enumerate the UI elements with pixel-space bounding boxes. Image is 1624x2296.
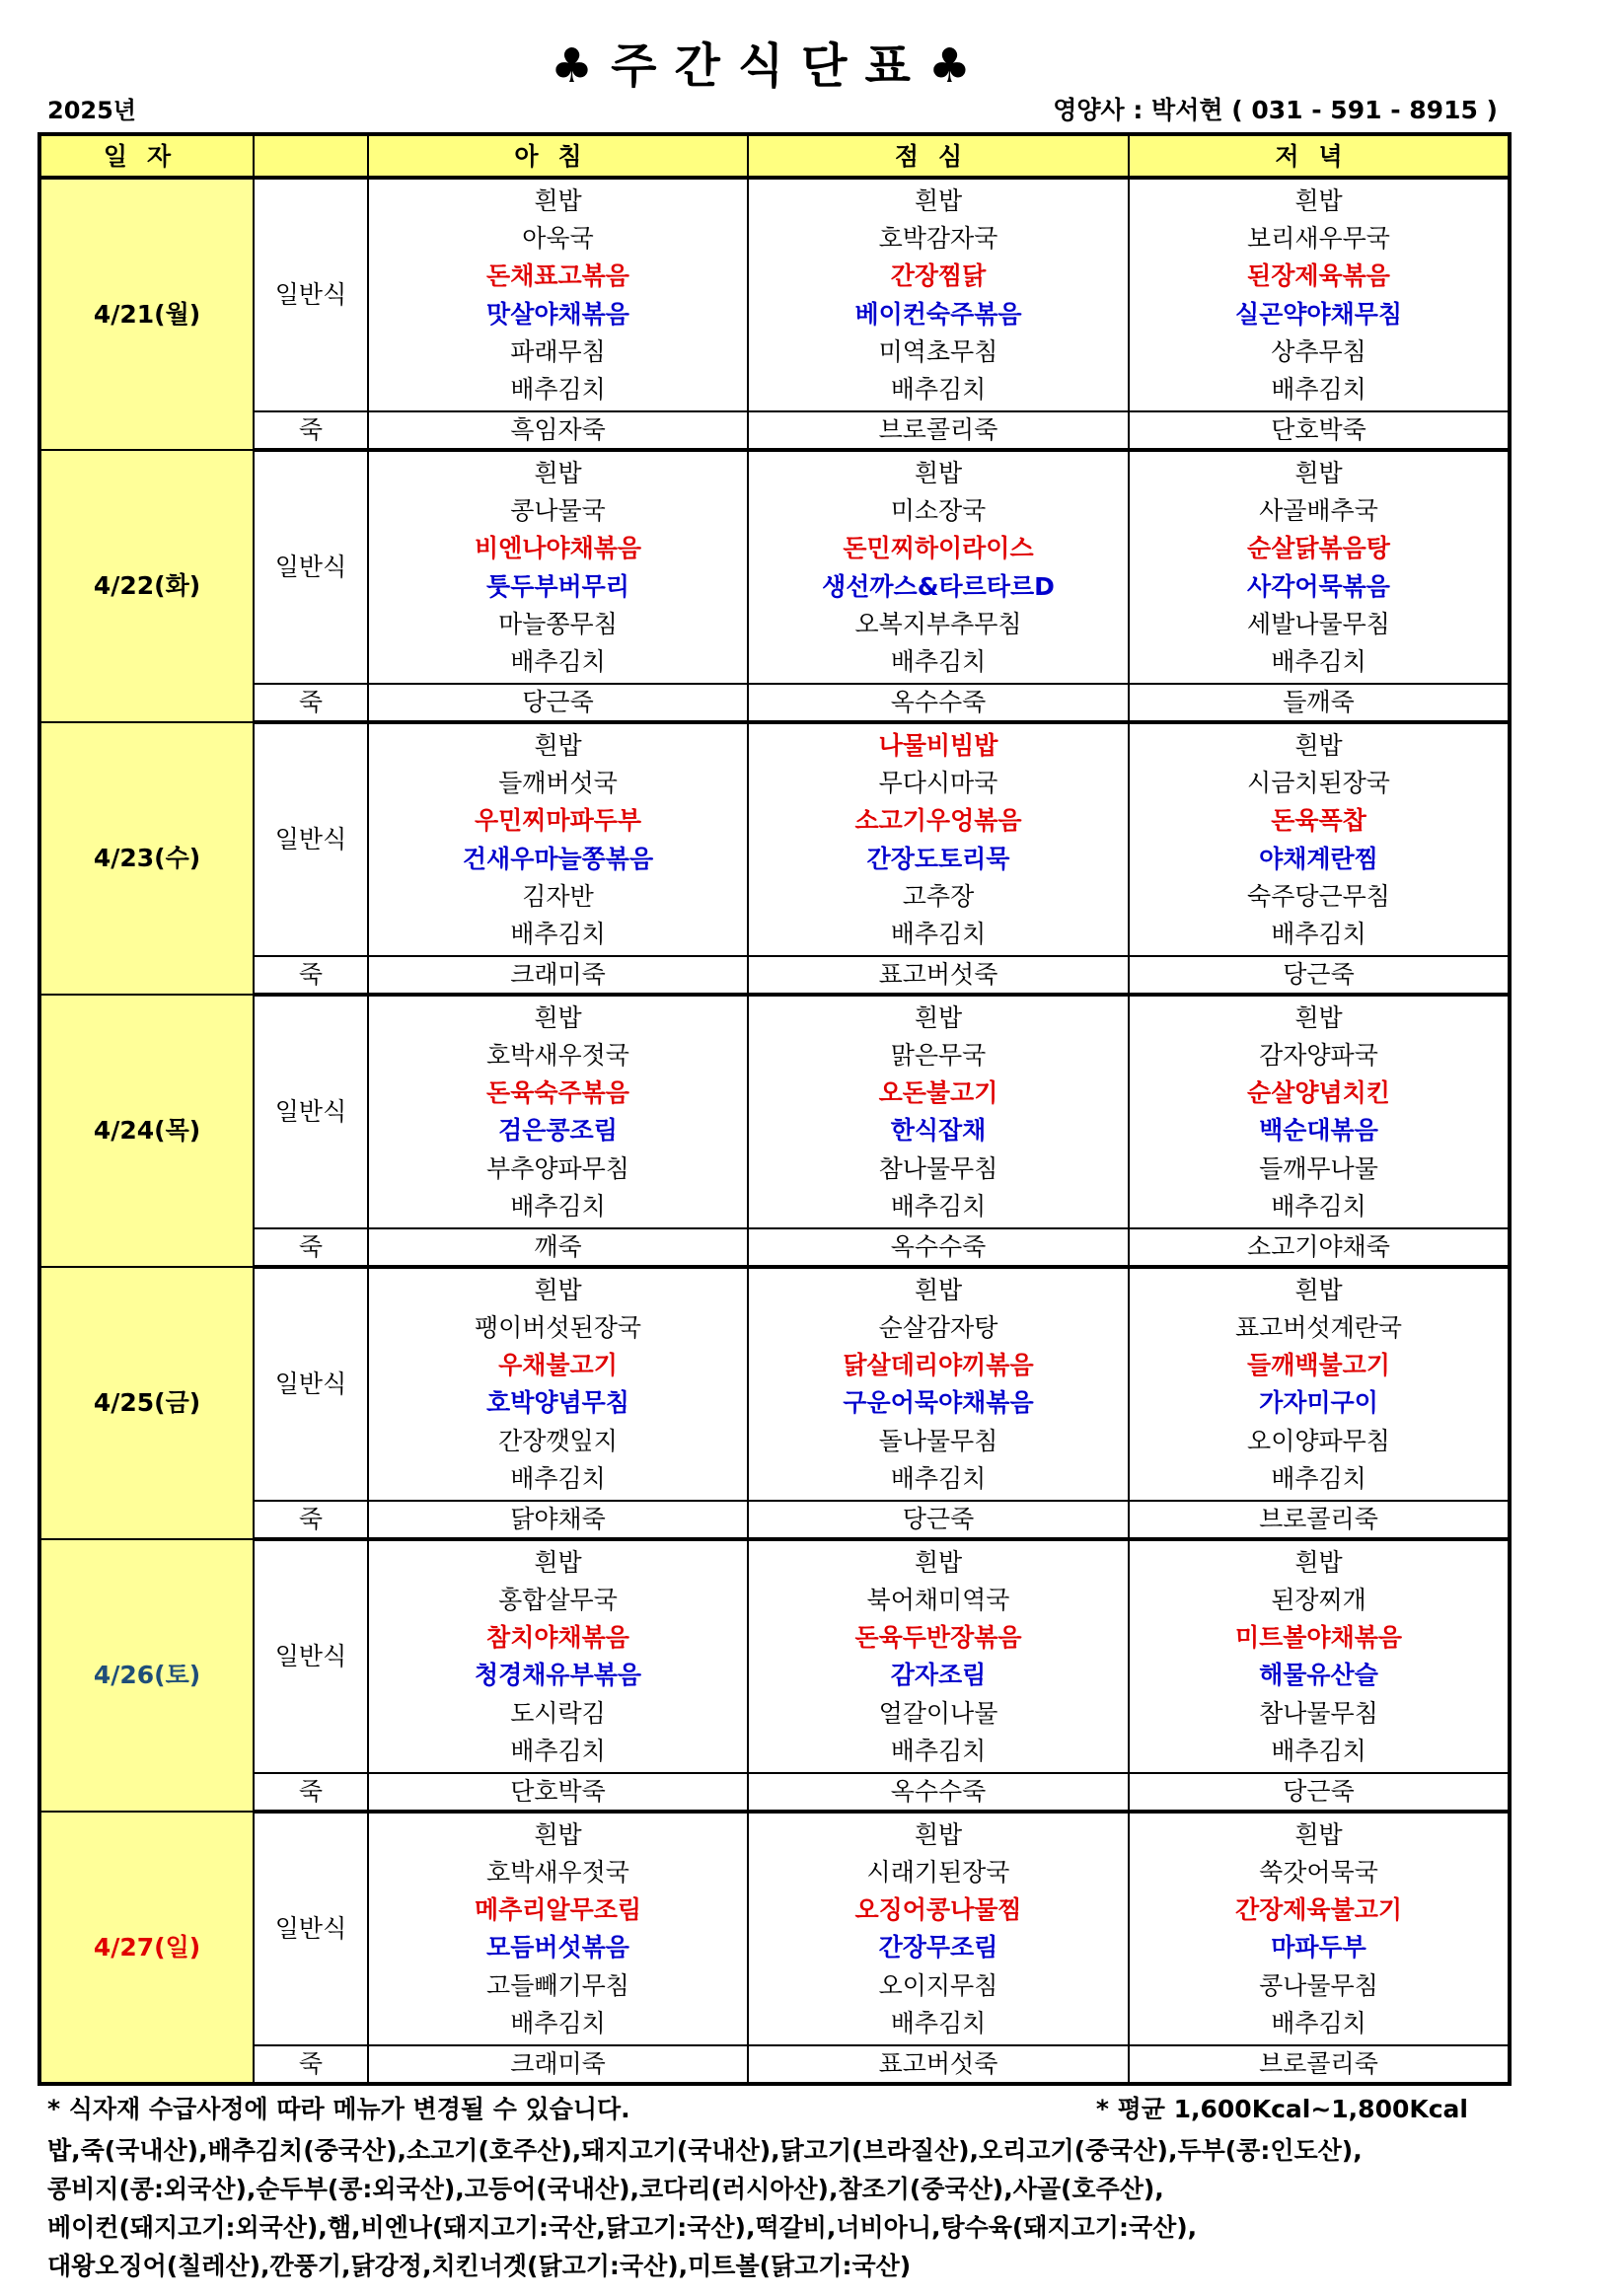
date-cell: 4/26(토) [39, 1539, 254, 1812]
dinner-cell [1129, 1267, 1510, 1501]
weekly-menu-table [37, 132, 1512, 2086]
dinner-cell [1129, 1812, 1510, 2045]
menu-item: 가자미구이 [1259, 1388, 1378, 1418]
menu-item: 오이지무침 [878, 1970, 998, 2000]
menu-item: 간장도토리묵 [866, 844, 1010, 873]
footer [47, 2090, 1547, 2285]
menu-item: 미트볼야채볶음 [1234, 1623, 1403, 1653]
origin-line: 대왕오징어(칠레산),깐풍기,닭강정,치킨너겟(닭고기:국산),미트볼(닭고기:국산) [47, 2252, 912, 2280]
lunch-cell [748, 995, 1129, 1228]
date-cell: 4/21(월) [39, 178, 254, 450]
menu-item: 배추김치 [510, 2009, 606, 2038]
lunch-juk-cell: 표고버섯죽 [748, 2045, 1129, 2084]
lunch-juk-cell: 옥수수죽 [748, 1773, 1129, 1812]
menu-item: 배추김치 [890, 375, 987, 405]
origin-line: 밥,죽(국내산),배추김치(중국산),소고기(호주산),돼지고기(국내산),닭고기(브라질산),오리고기(중국산),두부(콩:인도산), [47, 2136, 1363, 2165]
menu-item: 도시락김 [510, 1698, 606, 1728]
dinner-juk-cell: 브로콜리죽 [1129, 2045, 1510, 2084]
menu-item: 검은콩조림 [498, 1116, 618, 1146]
menu-item: 배추김치 [890, 2009, 987, 2038]
menu-item: 배추김치 [1271, 1464, 1366, 1494]
menu-item: 청경채유부볶음 [474, 1661, 642, 1690]
menu-item: 간장찜닭 [890, 261, 987, 291]
menu-item: 배추김치 [510, 647, 606, 677]
menu-item: 홍합살무국 [498, 1585, 618, 1614]
menu-item: 미역초무침 [878, 336, 998, 366]
juk-row [39, 411, 1510, 450]
menu-item: 순살감자탕 [878, 1312, 998, 1342]
menu-item: 배추김치 [890, 1737, 987, 1766]
menu-item: 시래기된장국 [866, 1857, 1010, 1887]
meal-type-cell: 일반식 [254, 178, 368, 411]
menu-item: 팽이버섯된장국 [474, 1312, 642, 1342]
menu-item: 고추장 [902, 881, 975, 911]
menu-item: 배추김치 [1271, 2009, 1366, 2038]
table-header-row [39, 134, 1510, 178]
meal-type-cell: 일반식 [254, 1812, 368, 2045]
menu-item: 들깨백불고기 [1247, 1351, 1390, 1380]
menu-item: 오복지부추무침 [854, 609, 1022, 638]
menu-item: 흰밥 [534, 458, 582, 487]
menu-item: 호박감자국 [878, 223, 998, 253]
menu-item: 얼갈이나물 [878, 1698, 998, 1728]
col-header-date: 일자 [39, 134, 254, 178]
dinner-juk-cell: 당근죽 [1129, 956, 1510, 995]
breakfast-cell [368, 178, 748, 411]
menu-item: 메추리알무조림 [474, 1895, 642, 1925]
dinner-juk-cell: 단호박죽 [1129, 411, 1510, 450]
meal-type-cell: 일반식 [254, 1539, 368, 1773]
menu-item: 마늘쫑무침 [498, 609, 618, 638]
menu-item: 시금치된장국 [1247, 768, 1390, 797]
col-header-dinner: 저녁 [1129, 134, 1510, 178]
origin-line: 베이컨(돼지고기:외국산),햄,비엔나(돼지고기:국산,닭고기:국산),떡갈비,너비아니,탕수육(돼지고기:국산), [47, 2213, 1198, 2242]
menu-item: 감자양파국 [1259, 1040, 1378, 1070]
menu-item: 배추김치 [1271, 920, 1366, 949]
menu-item: 맑은무국 [890, 1040, 987, 1070]
menu-item: 나물비빔밥 [878, 730, 998, 760]
menu-item: 부추양파무침 [486, 1153, 629, 1183]
menu-item: 흰밥 [534, 730, 582, 760]
menu-item: 간장제육불고기 [1234, 1895, 1403, 1925]
breakfast-cell [368, 722, 748, 956]
menu-item: 사각어묵볶음 [1247, 571, 1390, 601]
menu-item: 흰밥 [534, 1002, 582, 1032]
lunch-cell [748, 450, 1129, 684]
menu-item: 돌나물무침 [878, 1426, 998, 1455]
menu-item: 돈채표고볶음 [486, 261, 629, 291]
dinner-juk-cell: 소고기야채죽 [1129, 1228, 1510, 1267]
menu-item: 흰밥 [534, 1547, 582, 1577]
breakfast-juk-cell: 깨죽 [368, 1228, 748, 1267]
menu-item: 콩나물국 [510, 495, 606, 525]
menu-item: 간장깻잎지 [498, 1426, 618, 1455]
day-row [39, 1539, 1510, 1773]
menu-item: 보리새우무국 [1247, 223, 1390, 253]
menu-item: 배추김치 [510, 1192, 606, 1222]
menu-item: 백순대볶음 [1259, 1116, 1378, 1146]
menu-item: 배추김치 [510, 1737, 606, 1766]
breakfast-juk-cell: 당근죽 [368, 684, 748, 722]
menu-item: 툿두부버무리 [486, 571, 629, 601]
col-header-lunch: 점심 [748, 134, 1129, 178]
menu-item: 배추김치 [890, 920, 987, 949]
meal-type-cell: 일반식 [254, 722, 368, 956]
dinner-cell [1129, 995, 1510, 1228]
menu-item: 북어채미역국 [866, 1585, 1010, 1614]
lunch-cell [748, 178, 1129, 411]
menu-item: 호박새우젓국 [486, 1857, 629, 1887]
menu-item: 흰밥 [534, 185, 582, 215]
menu-item: 모듬버섯볶음 [486, 1933, 629, 1963]
page-title: ♣주간식단표♣ [551, 38, 989, 94]
menu-item: 구운어묵야채볶음 [843, 1388, 1034, 1418]
menu-item: 비엔나야채볶음 [474, 534, 642, 563]
menu-item: 돈민찌하이라이스 [843, 534, 1034, 563]
dinner-juk-cell: 브로콜리죽 [1129, 1501, 1510, 1539]
menu-item: 흰밥 [1294, 185, 1343, 215]
menu-item: 해물유산슬 [1259, 1661, 1378, 1690]
menu-item: 호박새우젓국 [486, 1040, 629, 1070]
menu-item: 세발나물무침 [1247, 609, 1390, 638]
menu-item: 배추김치 [890, 647, 987, 677]
menu-body [39, 178, 1510, 2084]
lunch-juk-cell: 옥수수죽 [748, 1228, 1129, 1267]
day-row [39, 450, 1510, 684]
menu-item: 배추김치 [510, 1464, 606, 1494]
lunch-juk-cell: 당근죽 [748, 1501, 1129, 1539]
menu-item: 미소장국 [890, 495, 987, 525]
menu-item: 배추김치 [1271, 647, 1366, 677]
menu-item: 호박양념무침 [486, 1388, 629, 1418]
breakfast-cell [368, 995, 748, 1228]
breakfast-juk-cell: 크래미죽 [368, 956, 748, 995]
menu-item: 흰밥 [534, 1819, 582, 1849]
change-notice: * 식자재 수급사정에 따라 메뉴가 변경될 수 있습니다. [47, 2095, 630, 2123]
menu-item: 된장찌개 [1271, 1585, 1366, 1614]
menu-item: 간장무조림 [878, 1933, 998, 1963]
day-row [39, 995, 1510, 1228]
menu-item: 순살양념치킨 [1247, 1078, 1390, 1108]
breakfast-juk-cell: 크래미죽 [368, 2045, 748, 2084]
menu-item: 한식잡채 [890, 1116, 987, 1146]
year-label: 2025년 [47, 97, 136, 124]
menu-item: 흰밥 [914, 1819, 963, 1849]
lunch-juk-cell: 브로콜리죽 [748, 411, 1129, 450]
menu-item: 감자조림 [890, 1661, 987, 1690]
date-cell: 4/22(화) [39, 450, 254, 722]
menu-item: 흰밥 [914, 458, 963, 487]
dinner-juk-cell: 들깨죽 [1129, 684, 1510, 722]
dietitian-contact: 영양사 : 박서현 ( 031 - 591 - 8915 ) [1053, 96, 1498, 124]
menu-item: 파래무침 [510, 336, 606, 366]
juk-label-cell: 죽 [254, 1228, 368, 1267]
menu-item: 배추김치 [1271, 1737, 1366, 1766]
dinner-cell [1129, 450, 1510, 684]
day-row [39, 1267, 1510, 1501]
origin-info [47, 2131, 1547, 2285]
breakfast-juk-cell: 흑임자죽 [368, 411, 748, 450]
menu-item: 순살닭볶음탕 [1247, 534, 1390, 563]
juk-label-cell: 죽 [254, 1773, 368, 1812]
juk-label-cell: 죽 [254, 1501, 368, 1539]
breakfast-cell [368, 1812, 748, 2045]
breakfast-cell [368, 1539, 748, 1773]
menu-item: 흰밥 [914, 1275, 963, 1304]
menu-item: 흰밥 [1294, 1275, 1343, 1304]
menu-item: 맛살야채볶음 [486, 299, 629, 329]
menu-item: 배추김치 [890, 1192, 987, 1222]
juk-row [39, 1501, 1510, 1539]
juk-row [39, 2045, 1510, 2084]
dinner-juk-cell: 당근죽 [1129, 1773, 1510, 1812]
menu-item: 흰밥 [1294, 1547, 1343, 1577]
menu-item: 우민찌마파두부 [474, 806, 642, 836]
meal-type-cell: 일반식 [254, 450, 368, 684]
breakfast-juk-cell: 단호박죽 [368, 1773, 748, 1812]
juk-row [39, 956, 1510, 995]
menu-item: 우채불고기 [498, 1351, 618, 1380]
col-header-type [254, 134, 368, 178]
menu-item: 돈육숙주볶음 [486, 1078, 629, 1108]
menu-item: 오돈불고기 [878, 1078, 998, 1108]
juk-label-cell: 죽 [254, 2045, 368, 2084]
day-row [39, 722, 1510, 956]
menu-item: 무다시마국 [878, 768, 998, 797]
menu-item: 참나물무침 [878, 1153, 998, 1183]
col-header-breakfast: 아침 [368, 134, 748, 178]
menu-item: 배추김치 [890, 1464, 987, 1494]
lunch-juk-cell: 표고버섯죽 [748, 956, 1129, 995]
menu-item: 고들빼기무침 [486, 1970, 629, 2000]
menu-item: 참치야채볶음 [486, 1623, 629, 1653]
meal-type-cell: 일반식 [254, 1267, 368, 1501]
lunch-cell [748, 1812, 1129, 2045]
menu-item: 흰밥 [1294, 1002, 1343, 1032]
menu-item: 소고기우엉볶음 [854, 806, 1022, 836]
lunch-juk-cell: 옥수수죽 [748, 684, 1129, 722]
lunch-cell [748, 722, 1129, 956]
menu-item: 배추김치 [1271, 1192, 1366, 1222]
menu-item: 흰밥 [1294, 458, 1343, 487]
juk-row [39, 1228, 1510, 1267]
menu-item: 쑥갓어묵국 [1259, 1857, 1378, 1887]
menu-item: 실곤약야채무침 [1234, 299, 1403, 329]
juk-label-cell: 죽 [254, 956, 368, 995]
date-cell: 4/27(일) [39, 1812, 254, 2084]
day-row [39, 178, 1510, 411]
menu-item: 흰밥 [914, 1547, 963, 1577]
menu-item: 닭살데리야끼볶음 [843, 1351, 1034, 1380]
dinner-cell [1129, 722, 1510, 956]
menu-item: 콩나물무침 [1259, 1970, 1378, 2000]
menu-item: 들깨버섯국 [498, 768, 618, 797]
menu-item: 돈육두반장볶음 [854, 1623, 1022, 1653]
menu-item: 돈육폭찹 [1271, 806, 1366, 836]
juk-row [39, 684, 1510, 722]
menu-item: 마파두부 [1271, 1933, 1366, 1963]
lunch-cell [748, 1267, 1129, 1501]
calorie-note: * 평균 1,600Kcal~1,800Kcal [1095, 2095, 1468, 2123]
menu-item: 오징어콩나물찜 [854, 1895, 1022, 1925]
menu-item: 야채계란찜 [1259, 844, 1378, 873]
menu-item: 베이컨숙주볶음 [854, 299, 1022, 329]
juk-label-cell: 죽 [254, 411, 368, 450]
juk-label-cell: 죽 [254, 684, 368, 722]
menu-item: 들깨무나물 [1259, 1153, 1378, 1183]
menu-item: 배추김치 [510, 375, 606, 405]
menu-item: 흰밥 [1294, 1819, 1343, 1849]
date-cell: 4/25(금) [39, 1267, 254, 1539]
menu-item: 숙주당근무침 [1247, 881, 1390, 911]
menu-item: 사골배추국 [1259, 495, 1378, 525]
meal-type-cell: 일반식 [254, 995, 368, 1228]
juk-row [39, 1773, 1510, 1812]
menu-item: 흰밥 [914, 185, 963, 215]
breakfast-cell [368, 1267, 748, 1501]
dinner-cell [1129, 1539, 1510, 1773]
menu-item: 참나물무침 [1259, 1698, 1378, 1728]
breakfast-cell [368, 450, 748, 684]
menu-item: 된장제육볶음 [1247, 261, 1390, 291]
menu-item: 생선까스&타르타르D [822, 571, 1055, 601]
date-cell: 4/23(수) [39, 722, 254, 995]
menu-item: 건새우마늘쫑볶음 [462, 844, 654, 873]
menu-item: 상추무침 [1271, 336, 1366, 366]
menu-item: 표고버섯계란국 [1234, 1312, 1403, 1342]
menu-item: 배추김치 [510, 920, 606, 949]
breakfast-juk-cell: 닭야채죽 [368, 1501, 748, 1539]
menu-item: 흰밥 [914, 1002, 963, 1032]
menu-item: 흰밥 [534, 1275, 582, 1304]
day-row [39, 1812, 1510, 2045]
dinner-cell [1129, 178, 1510, 411]
menu-item: 김자반 [522, 881, 594, 911]
menu-item: 오이양파무침 [1247, 1426, 1390, 1455]
menu-item: 흰밥 [1294, 730, 1343, 760]
origin-line: 콩비지(콩:외국산),순두부(콩:외국산),고등어(국내산),코다리(러시아산),참조기(중국산),사골(호주산), [47, 2175, 1164, 2203]
menu-item: 배추김치 [1271, 375, 1366, 405]
menu-item: 아욱국 [522, 223, 594, 253]
date-cell: 4/24(목) [39, 995, 254, 1267]
lunch-cell [748, 1539, 1129, 1773]
